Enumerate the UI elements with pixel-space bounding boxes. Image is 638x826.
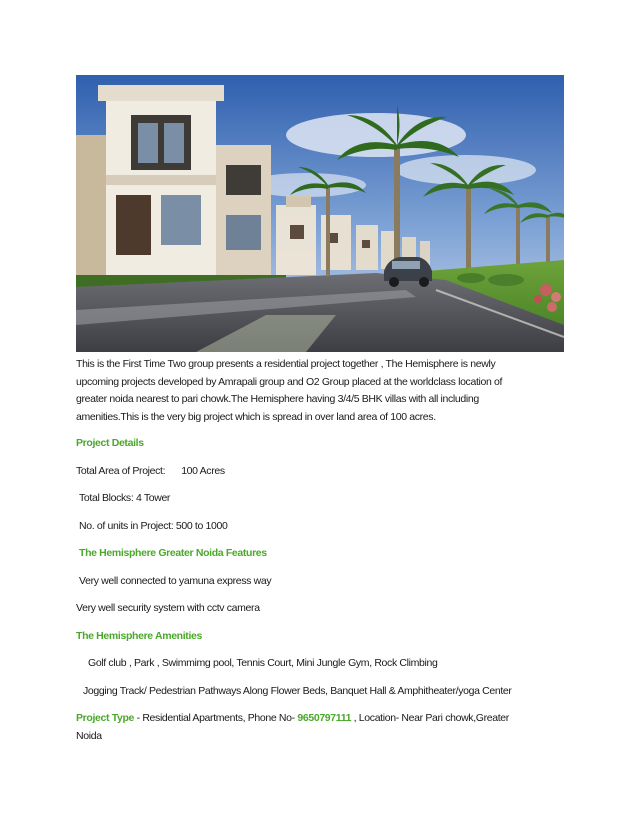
intro-line: This is the First Time Two group presents a residential project together , The Hemisphere is newly [76, 358, 496, 370]
units-line: No. of units in Project: 500 to 1000 [79, 519, 228, 532]
amenities-line: Jogging Track/ Pedestrian Pathways Along Flower Beds, Banquet Hall & Amphitheater/yoga Center [83, 684, 512, 697]
location-text: , Location- Near Pari chowk,Greater [351, 712, 509, 724]
phone-number: 9650797111 [297, 712, 352, 724]
location-continued: Noida [76, 729, 102, 742]
villa-render-image [76, 75, 564, 352]
project-details-heading: Project Details [76, 437, 144, 449]
project-type-label: Project Type [76, 712, 135, 724]
intro-line: upcoming projects developed by Amrapali group and O2 Group placed at the worldclass location of [76, 375, 503, 388]
total-area-value: 100 Acres [181, 464, 225, 477]
total-area-line [76, 463, 564, 481]
villa-render-illustration [76, 75, 564, 352]
feature-item: Very well security system with cctv camera [76, 602, 260, 614]
intro-paragraph [76, 356, 564, 426]
features-heading: The Hemisphere Greater Noida Features [79, 547, 267, 559]
feature-item: Very well connected to yamuna express way [79, 574, 272, 587]
amenities-heading: The Hemisphere Amenities [76, 629, 203, 642]
document-body [76, 356, 564, 745]
total-area-label: Total Area of Project: [76, 464, 166, 477]
project-type-text: - Residential Apartments, Phone No- [134, 712, 298, 724]
intro-line: amenities.This is the very big project which is spread in over land area of 100 acres. [76, 410, 436, 423]
total-blocks-line: Total Blocks: 4 Tower [79, 492, 171, 504]
amenities-line: Golf club , Park , Swimmimg pool, Tennis Court, Mini Jungle Gym, Rock Climbing [88, 657, 438, 669]
intro-line: greater noida nearest to pari chowk.The Hemisphere having 3/4/5 BHK villas with all including [76, 393, 479, 405]
project-type-line [76, 710, 564, 728]
